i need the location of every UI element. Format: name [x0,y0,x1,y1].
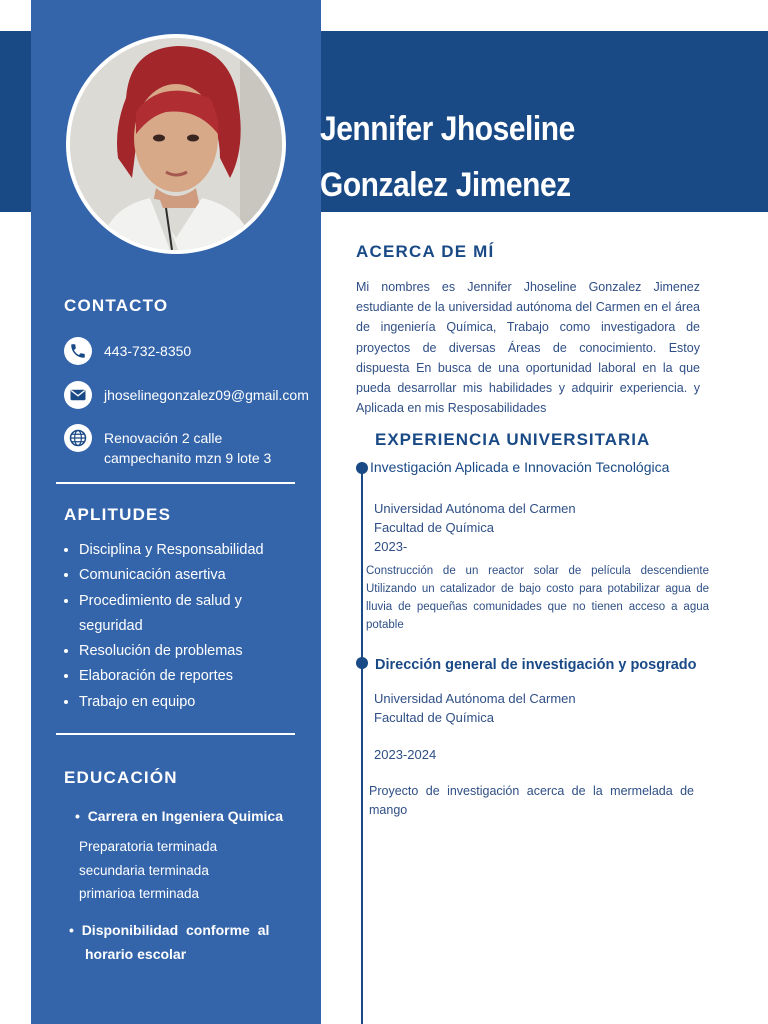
aptitude-item: • Resolución de problemas [79,639,299,664]
address-line-2: campechanito mzn 9 lote 3 [104,450,272,466]
globe-icon [64,424,92,452]
aptitudes-heading: APLITUDES [64,505,172,524]
experience-dates: 2023- [374,539,408,554]
experience-dates: 2023-2024 [374,747,437,762]
experience-heading: EXPERIENCIA UNIVERSITARIA [375,430,651,449]
aptitude-item: • Trabajo en equipo [79,690,299,715]
bullet: • [75,808,88,824]
experience-title: Investigación Aplicada e Innovación Tecnológica [370,459,670,475]
name-last: Gonzalez Jimenez [320,166,571,204]
address [104,428,271,468]
experience-faculty: Facultad de Química [374,710,494,725]
about-heading: ACERCA DE MÍ [356,242,495,261]
education-sub-list [79,835,217,906]
experience-description: Construcción de un reactor solar de película descendiente Utilizando un catalizador de bajo costo para potabilizar agua de lluvia de pequeñas comunidades que no tienen acceso a agua potable [366,565,709,631]
experience-faculty: Facultad de Química [374,520,494,535]
phone-icon [64,337,92,365]
address-line-1: Renovación 2 calle [104,430,223,446]
education-sub-item: Preparatoria terminada [79,839,218,854]
email-icon [64,381,92,409]
education-heading: EDUCACIÓN [64,768,178,787]
phone-number[interactable]: 443-732-8350 [104,343,192,359]
divider [56,733,295,735]
education-sub-item: primarioa terminada [79,886,200,901]
divider [56,482,295,484]
education-main [75,808,283,824]
availability [69,919,269,966]
bullet: • [69,922,82,938]
contact-heading: CONTACTO [64,296,169,315]
experience-info [374,689,576,764]
aptitude-item: • Disciplina y Responsabilidad [79,538,299,563]
availability-line-1: Disponibilidad conforme al [81,922,270,938]
experience-info [374,499,576,556]
education-sub-item: secundaria terminada [79,862,209,878]
email-address[interactable]: jhoselinegonzalez09@gmail.com [104,387,309,403]
aptitude-item: • Procedimiento de salud y seguridad [79,589,299,640]
portrait-image [70,38,282,250]
education-degree: Carrera en Ingeniera Quimica [87,808,283,824]
availability-line-2: horario escolar [85,945,187,962]
name-first: Jennifer Jhoseline [320,110,575,148]
timeline-line [361,463,363,1024]
timeline-dot [356,462,368,474]
timeline-dot [356,657,368,669]
about-text: Mi nombres es Jennifer Jhoseline Gonzalez Jimenez estudiante de la universidad autónoma del Carmen en el área de ingeniería Química, Trabajo como investigadora de proyectos de diversas Áreas de conocimiento. Estoy dispuesta En busca de una oportunidad laboral en la que pueda desarrollar mis habilidades y adquirir experiencia. y Aplicada en mis Resposabilidades [356,280,700,416]
profile-photo [66,34,286,254]
aptitudes-list [64,538,299,715]
aptitude-item: • Comunicación asertiva [79,563,299,588]
experience-university: Universidad Autónoma del Carmen [374,501,576,516]
experience-title: Dirección general de investigación y posgrado [375,657,697,673]
aptitude-item: • Elaboración de reportes [79,664,299,689]
experience-description: Proyecto de investigación acerca de la mermelada de mango [369,784,694,817]
experience-university: Universidad Autónoma del Carmen [374,691,576,706]
